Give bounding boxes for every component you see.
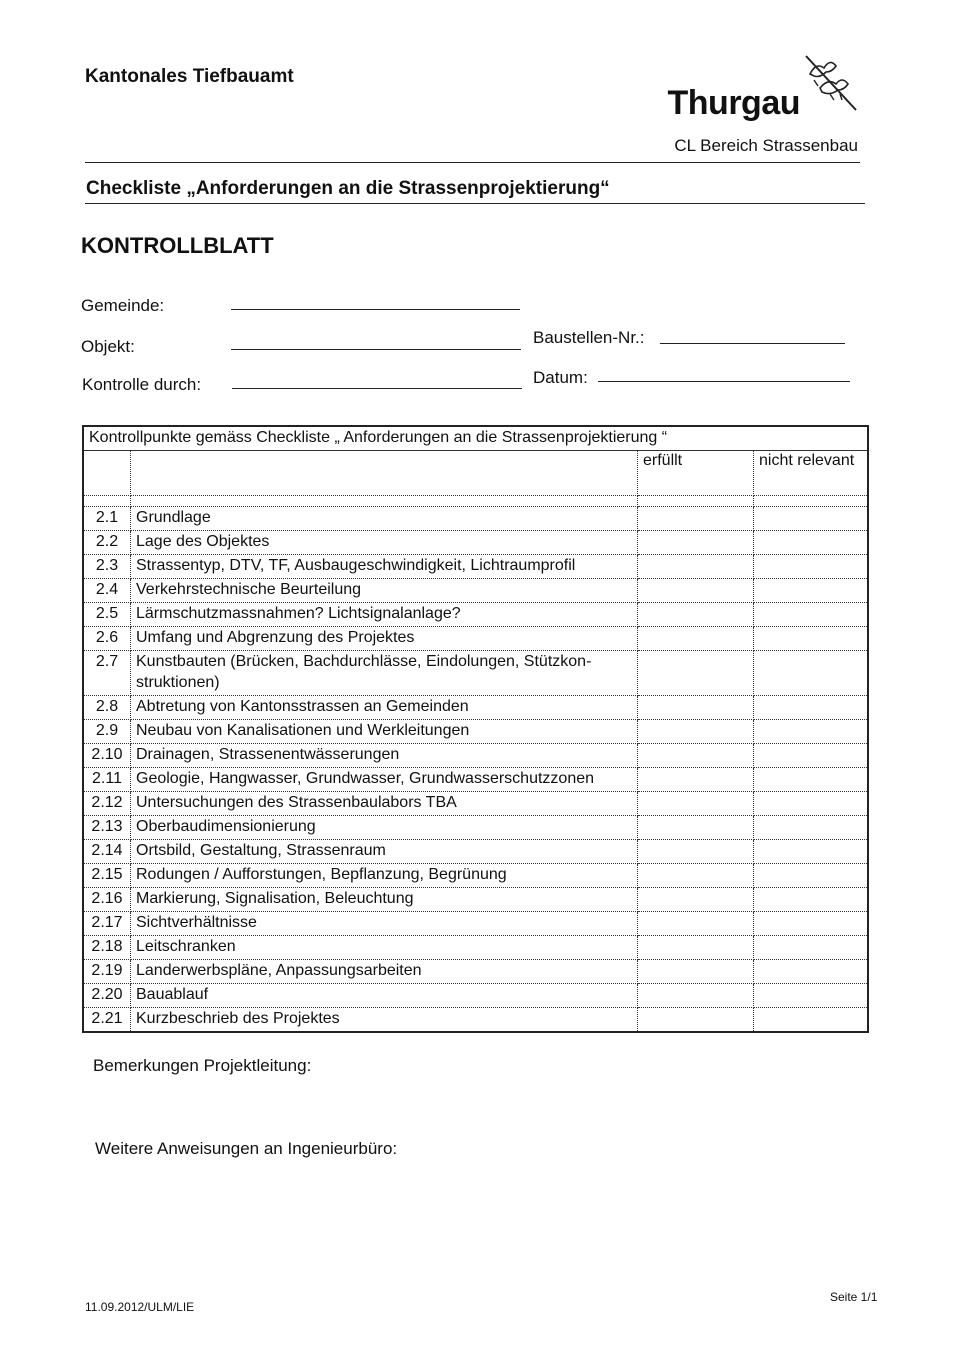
- not-relevant-checkbox-cell[interactable]: [754, 984, 869, 1008]
- row-text: Drainagen, Strassenentwässerungen: [131, 744, 638, 768]
- fulfilled-checkbox-cell[interactable]: [638, 888, 754, 912]
- fulfilled-checkbox-cell[interactable]: [638, 555, 754, 579]
- not-relevant-checkbox-cell[interactable]: [754, 1008, 869, 1033]
- table-row: [83, 603, 868, 627]
- row-text: Strassentyp, DTV, TF, Ausbaugeschwindigkeit, Lichtraumprofil: [131, 555, 638, 579]
- row-text: Lage des Objektes: [131, 531, 638, 555]
- table-row: [83, 984, 868, 1008]
- row-number: 2.11: [83, 768, 131, 792]
- fulfilled-checkbox-cell[interactable]: [638, 816, 754, 840]
- brand-name: Thurgau: [667, 84, 800, 122]
- row-number: 2.19: [83, 960, 131, 984]
- row-number: 2.5: [83, 603, 131, 627]
- table-row: [83, 696, 868, 720]
- row-text: Verkehrstechnische Beurteilung: [131, 579, 638, 603]
- table-row: [83, 555, 868, 579]
- fulfilled-checkbox-cell[interactable]: [638, 1008, 754, 1033]
- table-header-row: [83, 451, 868, 496]
- row-number: 2.10: [83, 744, 131, 768]
- row-text: Untersuchungen des Strassenbaulabors TBA: [131, 792, 638, 816]
- row-text: Grundlage: [131, 507, 638, 531]
- row-text: Geologie, Hangwasser, Grundwasser, Grundwasserschutzzonen: [131, 768, 638, 792]
- fulfilled-checkbox-cell[interactable]: [638, 912, 754, 936]
- header-divider: [85, 162, 860, 163]
- row-text: Lärmschutzmassnahmen? Lichtsignalanlage?: [131, 603, 638, 627]
- fulfilled-checkbox-cell[interactable]: [638, 603, 754, 627]
- not-relevant-checkbox-cell[interactable]: [754, 744, 869, 768]
- table-row: [83, 531, 868, 555]
- row-number: 2.16: [83, 888, 131, 912]
- gemeinde-label: Gemeinde:: [81, 296, 165, 315]
- not-relevant-checkbox-cell[interactable]: [754, 936, 869, 960]
- checklist-table: [82, 425, 869, 1033]
- fulfilled-checkbox-cell[interactable]: [638, 507, 754, 531]
- fulfilled-checkbox-cell[interactable]: [638, 840, 754, 864]
- fulfilled-checkbox-cell[interactable]: [638, 768, 754, 792]
- objekt-label: Objekt:: [81, 337, 135, 356]
- row-text: Neubau von Kanalisationen und Werkleitungen: [131, 720, 638, 744]
- fulfilled-checkbox-cell[interactable]: [638, 864, 754, 888]
- not-relevant-checkbox-cell[interactable]: [754, 864, 869, 888]
- row-text: Sichtverhältnisse: [131, 912, 638, 936]
- row-number: 2.12: [83, 792, 131, 816]
- table-row: [83, 1008, 868, 1033]
- header-empty-cell: [131, 451, 638, 496]
- fulfilled-checkbox-cell[interactable]: [638, 960, 754, 984]
- col-fulfilled-header: erfüllt: [638, 451, 754, 496]
- row-number: 2.9: [83, 720, 131, 744]
- checklist-title: Checkliste „Anforderungen an die Strassenprojektierung“: [86, 178, 610, 199]
- table-row: [83, 960, 868, 984]
- table-row: [83, 720, 868, 744]
- header-empty-cell: [83, 451, 131, 496]
- fulfilled-checkbox-cell[interactable]: [638, 744, 754, 768]
- row-number: 2.14: [83, 840, 131, 864]
- datum-label: Datum:: [533, 368, 588, 387]
- row-text: Ortsbild, Gestaltung, Strassenraum: [131, 840, 638, 864]
- table-row: [83, 864, 868, 888]
- row-number: 2.1: [83, 507, 131, 531]
- row-text: Landerwerbspläne, Anpassungsarbeiten: [131, 960, 638, 984]
- row-number: 2.15: [83, 864, 131, 888]
- remarks-label: Bemerkungen Projektleitung:: [93, 1056, 312, 1075]
- not-relevant-checkbox-cell[interactable]: [754, 840, 869, 864]
- fulfilled-checkbox-cell[interactable]: [638, 936, 754, 960]
- not-relevant-checkbox-cell[interactable]: [754, 960, 869, 984]
- fulfilled-checkbox-cell[interactable]: [638, 984, 754, 1008]
- table-row: [83, 579, 868, 603]
- row-text: Umfang und Abgrenzung des Projektes: [131, 627, 638, 651]
- row-text: Oberbaudimensionierung: [131, 816, 638, 840]
- row-text: Markierung, Signalisation, Beleuchtung: [131, 888, 638, 912]
- further-instructions-label: Weitere Anweisungen an Ingenieurbüro:: [95, 1139, 398, 1158]
- row-number: 2.6: [83, 627, 131, 651]
- fulfilled-checkbox-cell[interactable]: [638, 579, 754, 603]
- row-text: Leitschranken: [131, 936, 638, 960]
- table-row: [83, 816, 868, 840]
- objekt-field[interactable]: [231, 349, 521, 350]
- row-number: 2.20: [83, 984, 131, 1008]
- not-relevant-checkbox-cell[interactable]: [754, 531, 869, 555]
- kontrolle-field[interactable]: [232, 388, 522, 389]
- row-text: Rodungen / Aufforstungen, Bepflanzung, Begrünung: [131, 864, 638, 888]
- fulfilled-checkbox-cell[interactable]: [638, 720, 754, 744]
- not-relevant-checkbox-cell[interactable]: [754, 792, 869, 816]
- col-not-relevant-header: nicht relevant: [754, 451, 869, 496]
- datum-field[interactable]: [598, 381, 850, 382]
- department-name: Kantonales Tiefbauamt: [85, 66, 294, 87]
- not-relevant-checkbox-cell[interactable]: [754, 816, 869, 840]
- not-relevant-checkbox-cell[interactable]: [754, 555, 869, 579]
- not-relevant-checkbox-cell[interactable]: [754, 912, 869, 936]
- thurgau-crest-logo: [800, 52, 858, 112]
- fulfilled-checkbox-cell[interactable]: [638, 792, 754, 816]
- table-caption-row: [83, 426, 868, 451]
- subunit-label: CL Bereich Strassenbau: [674, 136, 858, 155]
- table-row: [83, 627, 868, 651]
- kontrolle-label: Kontrolle durch:: [82, 375, 202, 394]
- table-row: [83, 936, 868, 960]
- table-row: [83, 507, 868, 531]
- gemeinde-field[interactable]: [231, 309, 520, 310]
- spacer-row: [83, 496, 868, 507]
- document-reference: 11.09.2012/ULM/LIE: [85, 1300, 195, 1314]
- baustelle-label: Baustellen-Nr.:: [533, 328, 645, 347]
- table-row: [83, 768, 868, 792]
- not-relevant-checkbox-cell[interactable]: [754, 603, 869, 627]
- row-number: 2.8: [83, 696, 131, 720]
- row-text: Bauablauf: [131, 984, 638, 1008]
- title-divider: [85, 203, 865, 204]
- not-relevant-checkbox-cell[interactable]: [754, 888, 869, 912]
- not-relevant-checkbox-cell[interactable]: [754, 627, 869, 651]
- row-number: 2.21: [83, 1008, 131, 1033]
- row-number: 2.17: [83, 912, 131, 936]
- row-number: 2.18: [83, 936, 131, 960]
- row-number: 2.4: [83, 579, 131, 603]
- row-text: Kunstbauten (Brücken, Bachdurchlässe, Eindolungen, Stützkon-struktionen): [131, 651, 638, 696]
- fulfilled-checkbox-cell[interactable]: [638, 696, 754, 720]
- table-row: [83, 744, 868, 768]
- table-row: [83, 912, 868, 936]
- fulfilled-checkbox-cell[interactable]: [638, 627, 754, 651]
- not-relevant-checkbox-cell[interactable]: [754, 651, 869, 696]
- page-number: Seite 1/1: [830, 1290, 878, 1304]
- not-relevant-checkbox-cell[interactable]: [754, 579, 869, 603]
- not-relevant-checkbox-cell[interactable]: [754, 696, 869, 720]
- table-row: [83, 651, 868, 696]
- table-row: [83, 888, 868, 912]
- row-text: Abtretung von Kantonsstrassen an Gemeinden: [131, 696, 638, 720]
- not-relevant-checkbox-cell[interactable]: [754, 768, 869, 792]
- not-relevant-checkbox-cell[interactable]: [754, 507, 869, 531]
- baustelle-field[interactable]: [660, 343, 845, 344]
- fulfilled-checkbox-cell[interactable]: [638, 651, 754, 696]
- row-number: 2.3: [83, 555, 131, 579]
- row-text: Kurzbeschrieb des Projektes: [131, 1008, 638, 1033]
- fulfilled-checkbox-cell[interactable]: [638, 531, 754, 555]
- table-caption: Kontrollpunkte gemäss Checkliste „ Anforderungen an die Strassenprojektierung “: [83, 426, 868, 451]
- row-number: 2.7: [83, 651, 131, 696]
- page-title: KONTROLLBLATT: [81, 233, 274, 258]
- row-number: 2.13: [83, 816, 131, 840]
- table-row: [83, 840, 868, 864]
- table-row: [83, 792, 868, 816]
- row-number: 2.2: [83, 531, 131, 555]
- not-relevant-checkbox-cell[interactable]: [754, 720, 869, 744]
